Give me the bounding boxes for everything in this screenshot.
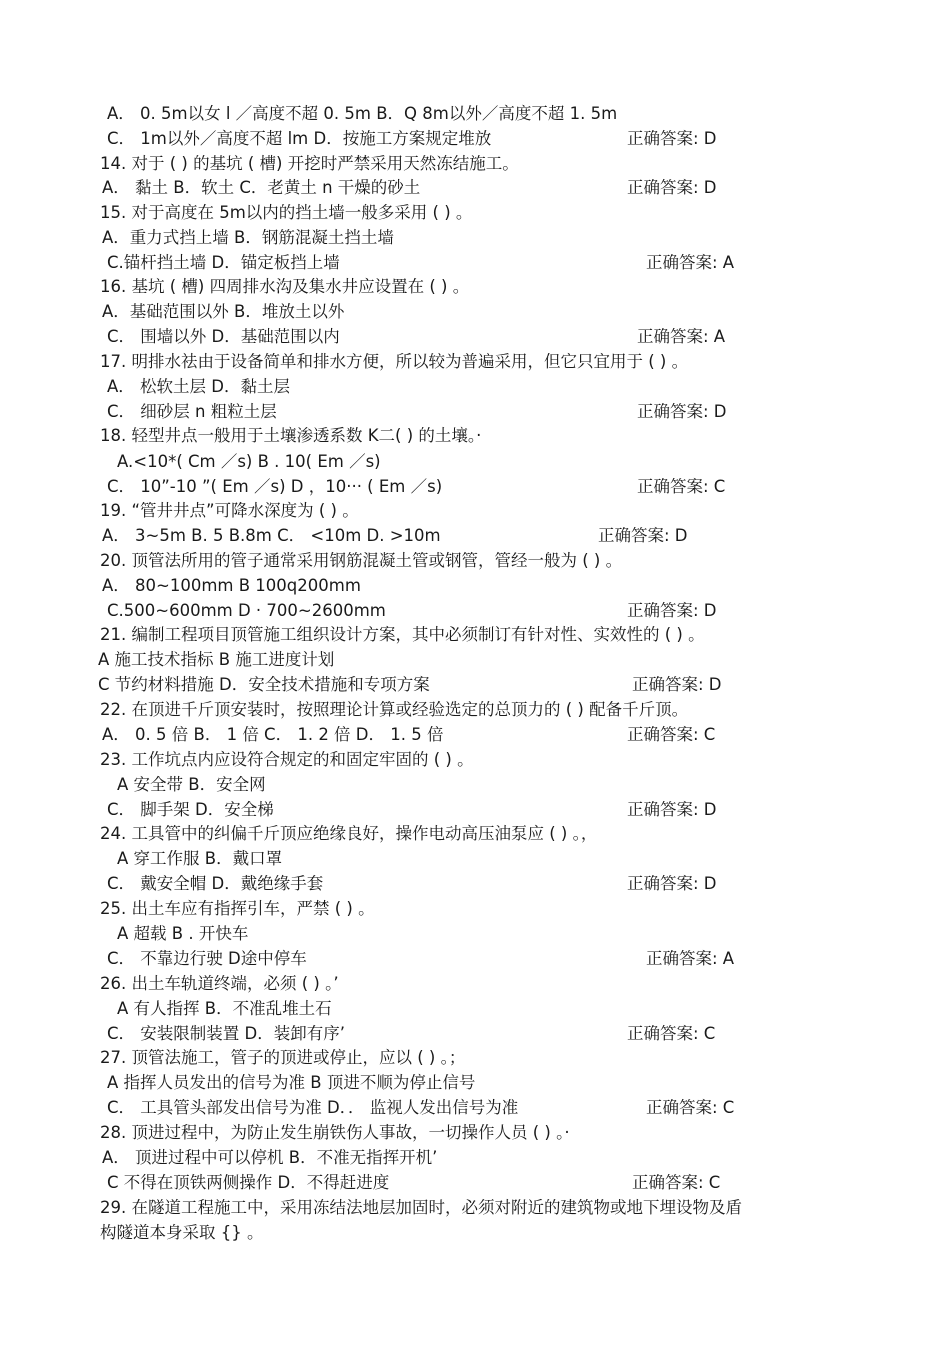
line-9: C． 围墙以外 D．基础范围以内	[107, 327, 340, 346]
line-44: 29. 在隧道工程施工中，采用冻结法地层加固时，必须对附近的建筑物或地下埋设物及盾	[100, 1198, 742, 1217]
line-34: C． 不靠边行驶 D途中停车	[107, 949, 307, 968]
line-27: A 安全带 B．安全网	[117, 775, 266, 794]
line-37: C． 安装限制装置 D．装卸有序’	[107, 1024, 345, 1043]
answer-19: 正确答案: D	[598, 526, 688, 545]
line-26: 23. 工作坑点内应设符合规定的和固定牢固的 ( ) 。	[100, 750, 474, 769]
answer-14: 正确答案: D	[627, 178, 717, 197]
line-23: C 节约材料措施 D．安全技术措施和专项方案	[98, 675, 430, 694]
answer-26: 正确答案: C	[627, 1024, 716, 1043]
line-20: C.500~600mm D · 700~2600mm	[107, 601, 386, 620]
line-22: A 施工技术指标 B 施工进度计划	[98, 650, 335, 669]
line-29: 24. 工具管中的纠偏千斤顶应绝缘良好，操作电动高压油泵应 ( ) 。，	[100, 824, 598, 843]
answer-16: 正确答案: A	[637, 327, 726, 346]
line-33: A 超载 B . 开快车	[117, 924, 249, 943]
line-32: 25. 出土车应有指挥引车，严禁 ( ) 。	[100, 899, 375, 918]
answer-28: 正确答案: C	[632, 1173, 721, 1192]
line-19: A． 80~100mm B 100q200mm	[102, 576, 361, 595]
line-10: 17. 明排水祛由于设备简单和排水方便，所以较为普遍采用，但它只宜用于 ( ) 。	[100, 352, 689, 371]
answer-17: 正确答案: D	[637, 402, 727, 421]
line-18: 20. 顶管法所用的管子通常采用钢筋混凝土管或钢管，管经一般为 ( ) 。	[100, 551, 623, 570]
line-0: A． 0. 5m以女 l ／高度不超 0. 5m B．Q 8m以外／高度不超 1. 5m	[107, 104, 618, 123]
answer-25: 正确答案: A	[646, 949, 735, 968]
answer-20: 正确答案: D	[627, 601, 717, 620]
line-40: C． 工具管头部发出信号为准 D．． 监视人发出信号为准	[107, 1098, 519, 1117]
answer-21: 正确答案: D	[632, 675, 722, 694]
answer-18: 正确答案: C	[637, 477, 726, 496]
line-38: 27. 顶管法施工，管子的顶进或停止，应以 ( ) 。；	[100, 1048, 466, 1067]
line-25: A． 0. 5 倍 B． 1 倍 C． 1. 2 倍 D． 1. 5 倍	[102, 725, 444, 744]
answer-15: 正确答案: A	[646, 253, 735, 272]
line-41: 28. 顶进过程中，为防止发生崩铁伤人事故，一切操作人员 ( ) 。·	[100, 1123, 570, 1142]
line-24: 22. 在顶进千斤顶安装时，按照理论计算或经验选定的总顶力的 ( ) 配备千斤顶。	[100, 700, 689, 719]
line-43: C 不得在顶铁两侧操作 D．不得赶进度	[107, 1173, 390, 1192]
line-42: A． 顶进过程中可以停机 B．不准无指挥开机’	[102, 1148, 438, 1167]
answer-24: 正确答案: D	[627, 874, 717, 893]
line-14: A.<10*( Cm ／s) B . 10( Em ／s)	[117, 452, 381, 471]
answer-23: 正确答案: D	[627, 800, 717, 819]
line-30: A 穿工作服 B．戴口罩	[117, 849, 283, 868]
line-4: 15. 对于高度在 5m以内的挡土墙一般多采用 ( ) 。	[100, 203, 473, 222]
answer-27: 正确答案: C	[646, 1098, 735, 1117]
line-3: A． 黏土 B．软土 C．老黄土 n 干燥的砂土	[102, 178, 421, 197]
line-17: A． 3~5m B. 5 B.8m C． <10m D. >10m	[102, 526, 441, 545]
answer-22: 正确答案: C	[627, 725, 716, 744]
line-28: C． 脚手架 D．安全梯	[107, 800, 274, 819]
line-2: 14. 对于 ( ) 的基坑 ( 槽) 开挖时严禁采用天然冻结施工。	[100, 154, 519, 173]
line-31: C． 戴安全帽 D．戴绝缘手套	[107, 874, 324, 893]
line-6: C.锚杆挡土墙 D．锚定板挡上墙	[107, 253, 340, 272]
line-21: 21. 编制工程项目顶管施工组织设计方案，其中必须制订有针对性、实效性的 ( ) 。	[100, 625, 705, 644]
line-5: A．重力式挡上墙 B．钢筋混凝土挡土墙	[102, 228, 394, 247]
line-15: C． 10”-10 ”( Em ／s) D ，10··· ( Em ／s)	[107, 477, 443, 496]
line-36: A 有人指挥 B．不准乱堆土石	[117, 999, 332, 1018]
line-16: 19. “管井井点”可降水深度为 ( ) 。	[100, 501, 359, 520]
line-45: 构隧道本身采取 {} 。	[100, 1223, 264, 1242]
line-11: A． 松软土层 D．黏土层	[107, 377, 290, 396]
line-12: C． 细砂层 n 粗粒土层	[107, 402, 277, 421]
line-1: C． 1m以外／高度不超 lm D．按施工方案规定堆放	[107, 129, 492, 148]
line-35: 26. 出土车轨道终端，必须 ( ) 。’	[100, 974, 339, 993]
answer-13: 正确答案: D	[627, 129, 717, 148]
line-13: 18. 轻型井点一般用于土壤渗透系数 K二( ) 的土壤。·	[100, 426, 482, 445]
line-7: 16. 基坑 ( 槽) 四周排水沟及集水井应设置在 ( ) 。	[100, 277, 470, 296]
line-39: A 指挥人员发出的信号为准 B 顶进不顺为停止信号	[107, 1073, 476, 1092]
line-8: A．基础范围以外 B．堆放土以外	[102, 302, 345, 321]
